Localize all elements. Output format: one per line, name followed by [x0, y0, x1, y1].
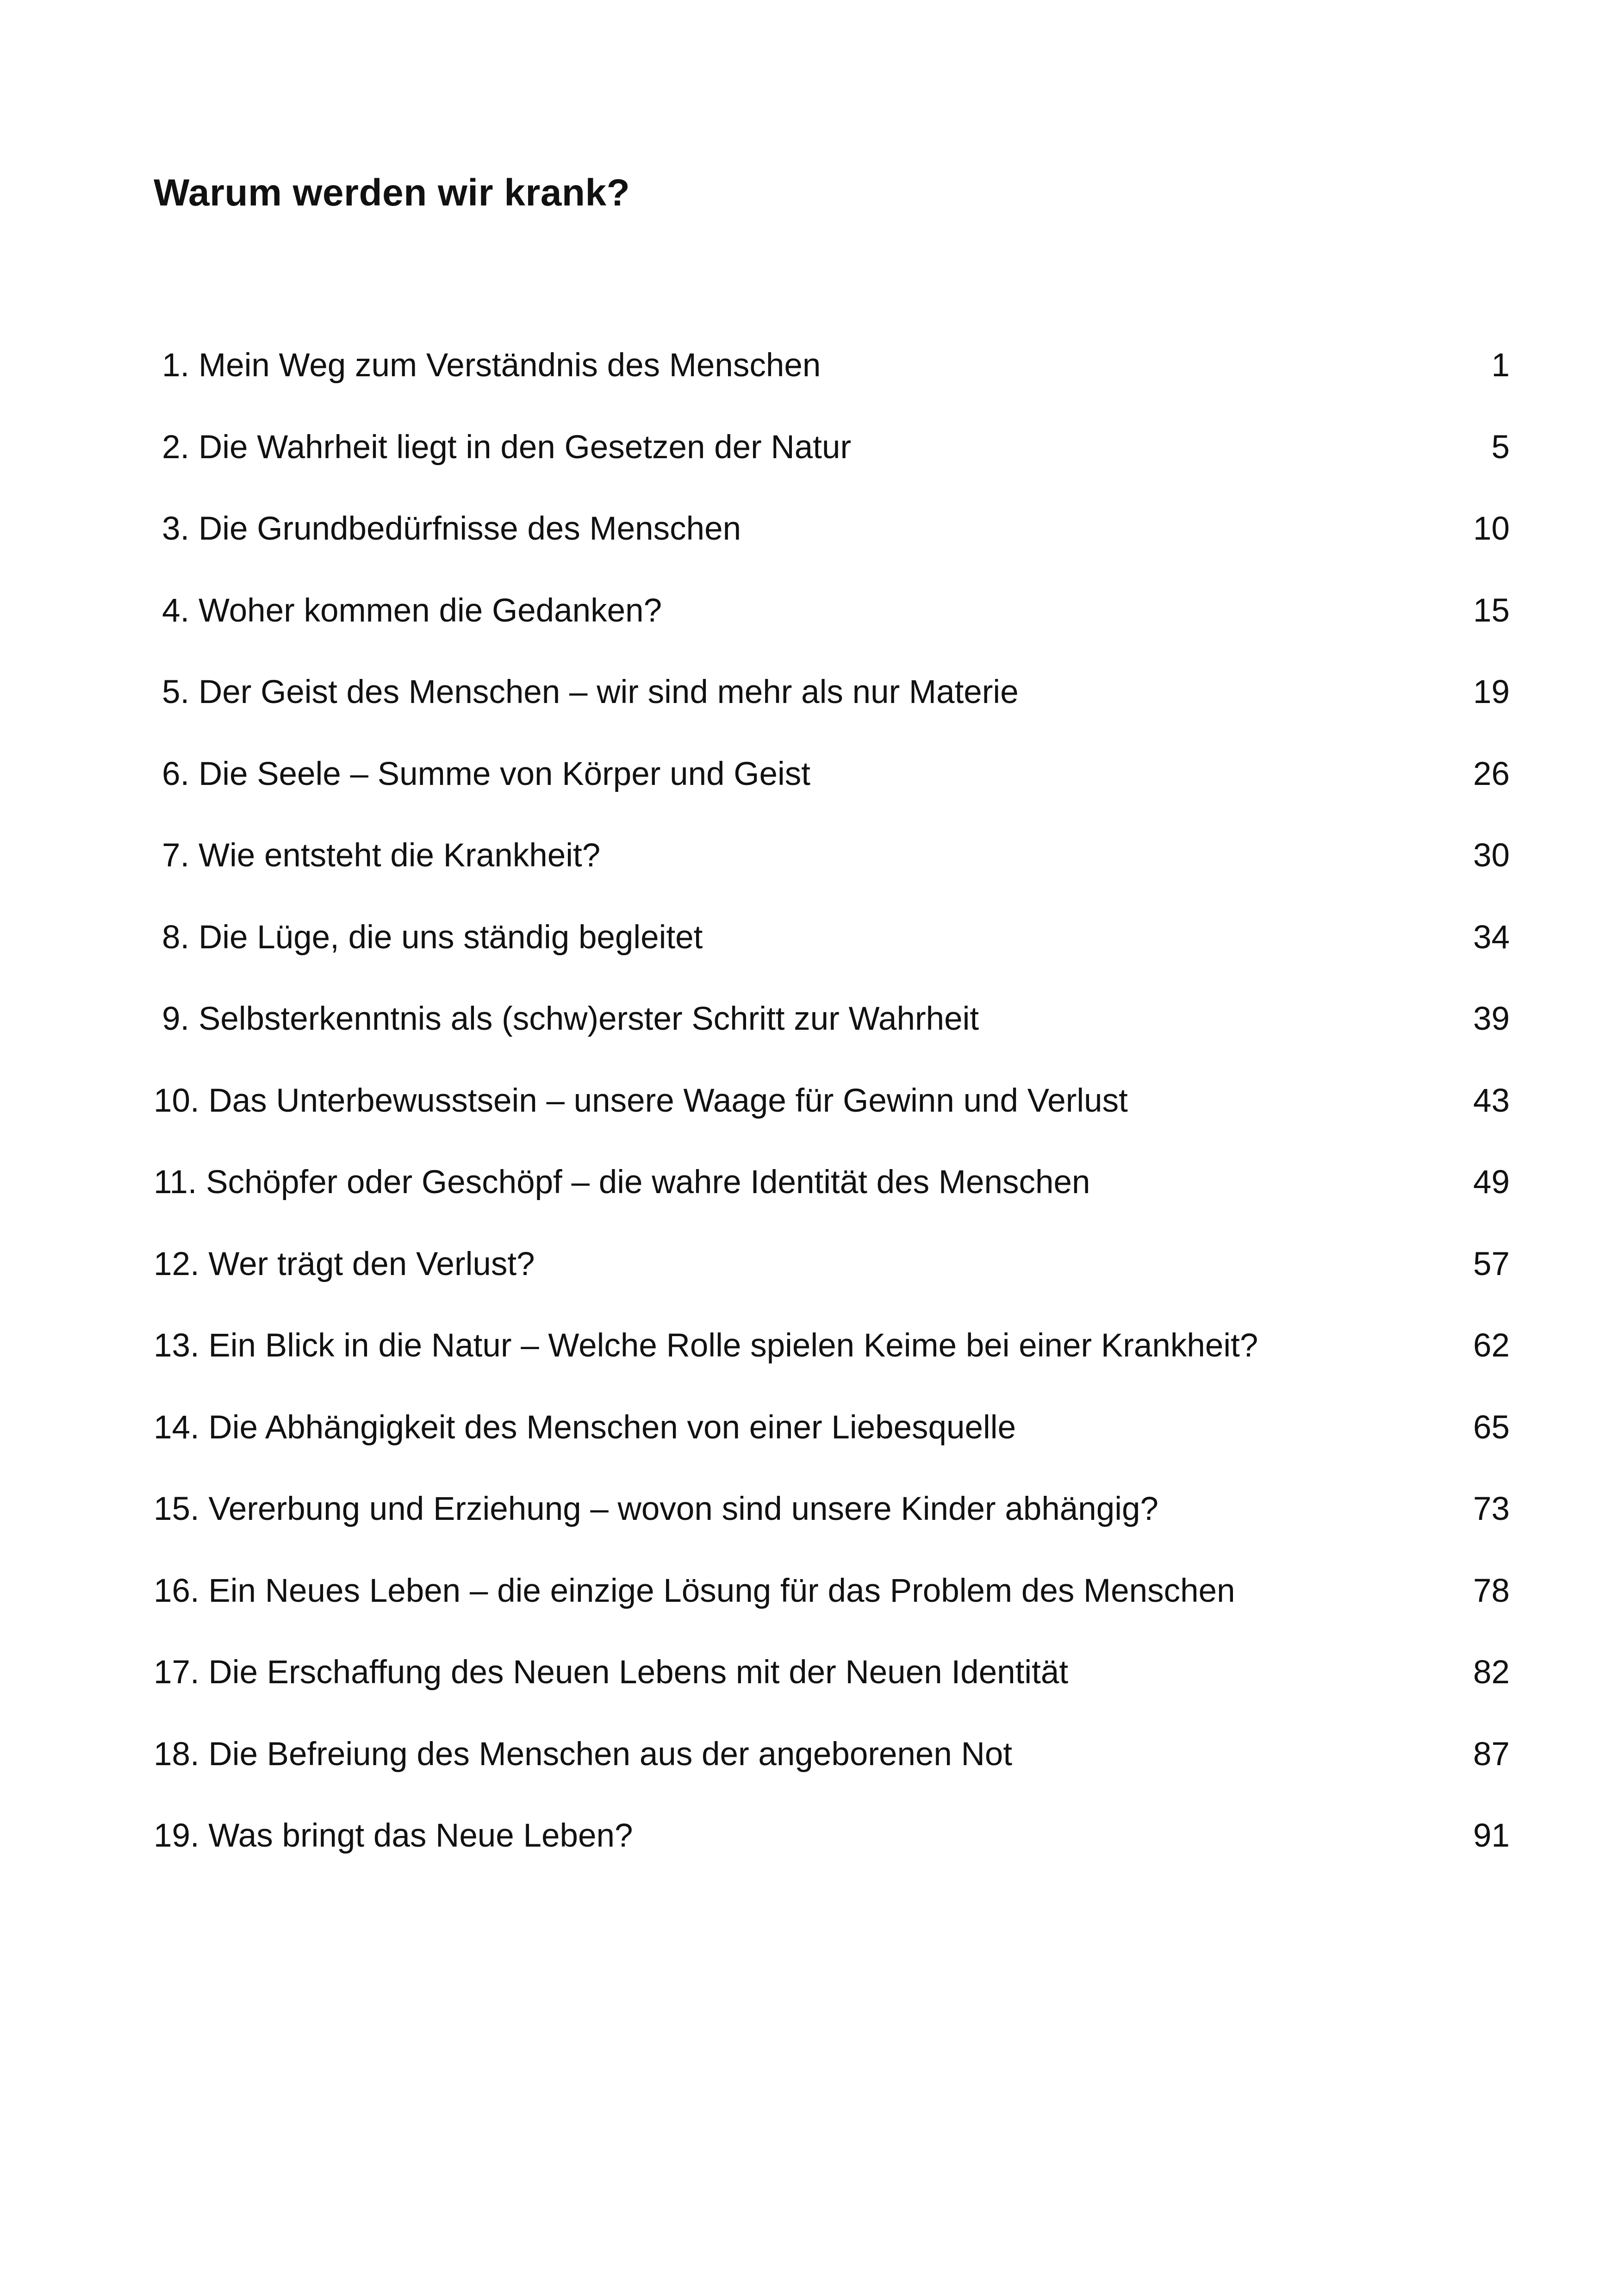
toc-entry-title: 13. Ein Blick in die Natur – Welche Rolle spielen Keime bei einer Krankheit?: [154, 1327, 1258, 1364]
toc-entry-page-number: 43: [1473, 1082, 1510, 1119]
table-of-contents: [154, 342, 1510, 1895]
toc-entry: [154, 588, 1510, 670]
toc-entry-title: 15. Vererbung und Erziehung – wovon sind unsere Kinder abhängig?: [154, 1491, 1159, 1527]
toc-entry: [154, 506, 1510, 588]
toc-entry-page-number: 19: [1473, 674, 1510, 710]
toc-entry: [154, 1159, 1510, 1241]
toc-entry-page-number: 73: [1473, 1491, 1510, 1527]
toc-entry-page-number: 15: [1473, 592, 1510, 629]
toc-entry-page-number: 10: [1473, 510, 1510, 547]
toc-entry-page-number: 62: [1473, 1327, 1510, 1364]
toc-entry: [154, 342, 1510, 424]
toc-entry: [154, 915, 1510, 996]
toc-entry-title: 2. Die Wahrheit liegt in den Gesetzen der Natur: [162, 429, 852, 466]
toc-entry-page-number: 30: [1473, 837, 1510, 874]
toc-entry-title: 8. Die Lüge, die uns ständig begleitet: [162, 919, 703, 956]
toc-entry-title: 9. Selbsterkenntnis als (schw)erster Schritt zur Wahrheit: [162, 1001, 979, 1037]
page-title: Warum werden wir krank?: [154, 172, 630, 214]
toc-entry-title: 18. Die Befreiung des Menschen aus der angeborenen Not: [154, 1736, 1013, 1773]
toc-entry-page-number: 5: [1491, 429, 1510, 466]
toc-entry-page-number: 65: [1473, 1409, 1510, 1446]
toc-entry-page-number: 49: [1473, 1164, 1510, 1201]
toc-entry-page-number: 87: [1473, 1736, 1510, 1773]
toc-entry-page-number: 39: [1473, 1001, 1510, 1037]
toc-entry-title: 11. Schöpfer oder Geschöpf – die wahre Identität des Menschen: [154, 1164, 1090, 1201]
toc-entry-title: 3. Die Grundbedürfnisse des Menschen: [162, 510, 741, 547]
toc-entry-page-number: 78: [1473, 1572, 1510, 1609]
toc-entry: [154, 1649, 1510, 1731]
toc-entry-title: 1. Mein Weg zum Verständnis des Menschen: [162, 347, 821, 384]
toc-entry-page-number: 82: [1473, 1654, 1510, 1691]
toc-entry-title: 12. Wer trägt den Verlust?: [154, 1245, 535, 1282]
toc-entry-title: 17. Die Erschaffung des Neuen Lebens mit der Neuen Identität: [154, 1654, 1069, 1691]
toc-entry-page-number: 1: [1491, 347, 1510, 384]
toc-entry: [154, 1813, 1510, 1895]
toc-entry-page-number: 57: [1473, 1245, 1510, 1282]
toc-entry: [154, 669, 1510, 751]
toc-entry: [154, 1078, 1510, 1160]
toc-entry: [154, 1486, 1510, 1568]
toc-entry: [154, 1568, 1510, 1650]
toc-entry-page-number: 91: [1473, 1817, 1510, 1854]
toc-entry-title: 7. Wie entsteht die Krankheit?: [162, 837, 601, 874]
toc-entry: [154, 751, 1510, 833]
toc-entry: [154, 424, 1510, 506]
toc-entry: [154, 1323, 1510, 1405]
toc-entry-title: 16. Ein Neues Leben – die einzige Lösung für das Problem des Menschen: [154, 1572, 1235, 1609]
toc-entry-title: 19. Was bringt das Neue Leben?: [154, 1817, 633, 1854]
toc-entry-page-number: 34: [1473, 919, 1510, 956]
toc-entry: [154, 996, 1510, 1078]
toc-entry-title: 10. Das Unterbewusstsein – unsere Waage für Gewinn und Verlust: [154, 1082, 1128, 1119]
toc-entry: [154, 1241, 1510, 1323]
toc-entry-title: 5. Der Geist des Menschen – wir sind mehr als nur Materie: [162, 674, 1019, 710]
toc-entry: [154, 833, 1510, 915]
toc-entry-title: 14. Die Abhängigkeit des Menschen von einer Liebesquelle: [154, 1409, 1016, 1446]
toc-entry-title: 6. Die Seele – Summe von Körper und Geist: [162, 755, 811, 792]
toc-entry-title: 4. Woher kommen die Gedanken?: [162, 592, 662, 629]
toc-entry: [154, 1405, 1510, 1487]
toc-entry: [154, 1731, 1510, 1813]
toc-entry-page-number: 26: [1473, 755, 1510, 792]
